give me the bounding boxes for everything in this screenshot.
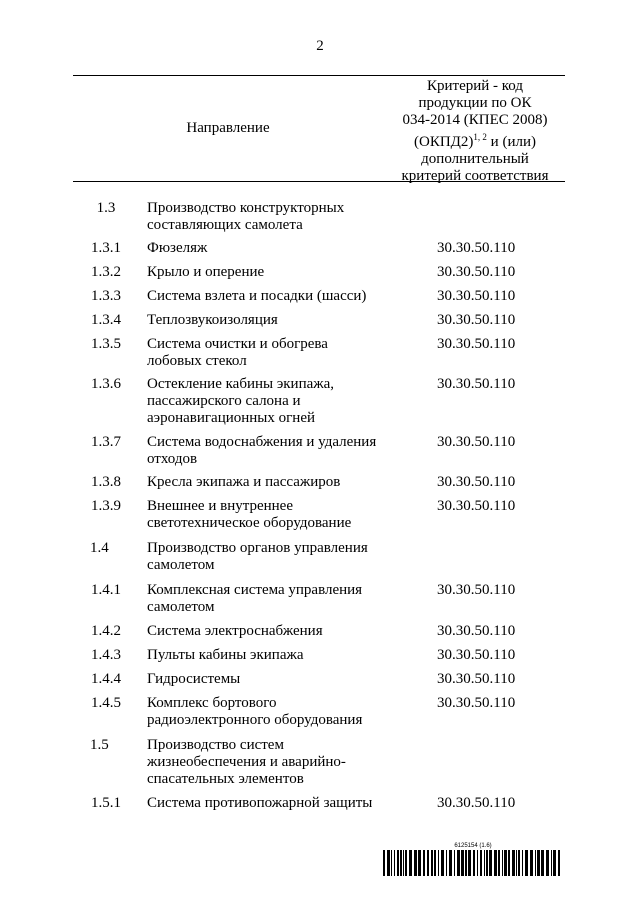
row-code: 1.4.2 [91, 623, 121, 639]
row-direction: Система электроснабжения [147, 623, 323, 639]
row-code: 1.3.9 [91, 498, 121, 514]
barcode-bar [468, 850, 471, 876]
row-criterion-code: 30.30.50.110 [437, 240, 516, 256]
barcode-bar [537, 850, 540, 876]
row-code: 1.3.1 [91, 240, 121, 256]
barcode-bar [431, 850, 433, 876]
barcode-bar [553, 850, 556, 876]
row-direction: Внешнее и внутреннее светотехническое оборудование [147, 498, 352, 531]
barcode-bar [494, 850, 497, 876]
row-direction: Крыло и оперение [147, 264, 265, 280]
row-criterion-code: 30.30.50.110 [437, 695, 516, 711]
row-code: 1.4.1 [91, 582, 121, 598]
row-code: 1.4 [90, 540, 109, 556]
barcode-bar [477, 850, 478, 876]
row-criterion-code: 30.30.50.110 [437, 434, 516, 450]
barcode-bar [512, 850, 515, 876]
row-criterion-code: 30.30.50.110 [437, 336, 516, 352]
row-direction: Пульты кабины экипажа [147, 647, 304, 663]
barcode-bar [446, 850, 447, 876]
header-criterion [385, 78, 565, 185]
barcode-bar [427, 850, 429, 876]
row-criterion-code: 30.30.50.110 [437, 647, 516, 663]
barcode-bar [418, 850, 421, 876]
row-code: 1.5.1 [91, 795, 121, 811]
barcode-bar [508, 850, 510, 876]
barcode-bar [414, 850, 417, 876]
barcode-bar [449, 850, 452, 876]
row-criterion-code: 30.30.50.110 [437, 623, 516, 639]
row-code: 1.4.3 [91, 647, 121, 663]
barcode-bar [405, 850, 407, 876]
header-criterion-line: продукции по ОК [418, 95, 532, 111]
barcode-bar [387, 850, 390, 876]
row-criterion-code: 30.30.50.110 [437, 288, 516, 304]
row-direction: Производство конструкторных составляющих самолета [147, 200, 345, 233]
row-code: 1.3 [96, 200, 116, 216]
barcode-bar [383, 850, 385, 876]
barcode-bar [461, 850, 464, 876]
barcode-bar [409, 850, 412, 876]
row-direction: Производство систем жизнеобеспечения и аварийно-спасательных элементов [147, 737, 346, 787]
row-code: 1.4.4 [91, 671, 121, 687]
row-criterion-code: 30.30.50.110 [437, 498, 516, 514]
barcode-bar [522, 850, 523, 876]
barcode-bar [473, 850, 475, 876]
row-code: 1.3.6 [91, 376, 121, 392]
header-criterion-line: Критерий - код [426, 78, 524, 94]
page-number: 2 [316, 38, 324, 54]
barcode-bar [403, 850, 404, 876]
row-criterion-code: 30.30.50.110 [437, 474, 516, 490]
row-criterion-code: 30.30.50.110 [437, 312, 516, 328]
row-direction: Система водоснабжения и удаления отходов [147, 434, 377, 467]
barcode-block [383, 842, 563, 876]
row-code: 1.3.2 [91, 264, 121, 280]
barcode-bar [525, 850, 528, 876]
row-direction: Комплекс бортового радиоэлектронного оборудования [147, 695, 363, 728]
barcode-bar [530, 850, 533, 876]
barcode-bar [558, 850, 560, 876]
row-code: 1.3.5 [91, 336, 121, 352]
row-direction: Система очистки и обогрева лобовых стекол [147, 336, 328, 369]
row-direction: Система взлета и посадки (шасси) [147, 288, 367, 304]
header-direction: Направление [186, 120, 270, 136]
barcode-bar [454, 850, 455, 876]
barcode-label: 6125154 (1.6) [454, 843, 492, 849]
row-direction: Остекление кабины экипажа, пассажирского салона и аэронавигационных огней [147, 376, 335, 426]
row-criterion-code: 30.30.50.110 [437, 582, 516, 598]
barcode-bar [484, 850, 485, 876]
barcode-bar [441, 850, 444, 876]
row-code: 1.3.7 [91, 434, 121, 450]
barcode-bar [502, 850, 503, 876]
header-criterion-line: дополнительный [421, 151, 529, 167]
row-criterion-code: 30.30.50.110 [437, 671, 516, 687]
okpd-text: (ОКПД2) [414, 134, 474, 150]
header-criterion-line: 034-2014 (КПЕС 2008) [402, 112, 548, 128]
barcode-bar [438, 850, 439, 876]
row-code: 1.3.8 [91, 474, 121, 490]
barcode-bar [480, 850, 482, 876]
barcode-bar [535, 850, 536, 876]
barcode-bar [391, 850, 392, 876]
table-top-rule [73, 75, 565, 76]
header-criterion-line: критерий соответствия [401, 168, 549, 184]
row-criterion-code: 30.30.50.110 [437, 376, 516, 392]
table-header-bottom-rule [73, 181, 565, 182]
barcode-bar [434, 850, 436, 876]
row-code: 1.5 [90, 737, 109, 753]
row-direction: Производство органов управления самолетом [147, 540, 368, 573]
barcode-bar [518, 850, 520, 876]
header-criterion-line [385, 129, 565, 151]
barcode-bar [486, 850, 488, 876]
barcode-bar [400, 850, 402, 876]
barcode-bar [465, 850, 467, 876]
row-direction: Система противопожарной защиты [147, 795, 373, 811]
barcode-bar [457, 850, 460, 876]
barcode-bar [397, 850, 399, 876]
barcode-bar [489, 850, 492, 876]
and-or-text: и (или) [486, 134, 536, 150]
barcode-bar [541, 850, 544, 876]
barcode-bar [516, 850, 517, 876]
barcode-bar [498, 850, 500, 876]
row-criterion-code: 30.30.50.110 [437, 264, 516, 280]
barcode-bar [546, 850, 549, 876]
row-code: 1.3.4 [91, 312, 121, 328]
row-direction: Комплексная система управления самолетом [147, 582, 363, 615]
row-direction: Кресла экипажа и пассажиров [147, 474, 341, 490]
barcode-image [383, 850, 563, 876]
barcode-bar [423, 850, 425, 876]
row-criterion-code: 30.30.50.110 [437, 795, 516, 811]
barcode-bar [551, 850, 552, 876]
barcode-bar [504, 850, 507, 876]
row-code: 1.3.3 [91, 288, 121, 304]
row-code: 1.4.5 [91, 695, 121, 711]
row-direction: Теплозвукоизоляция [147, 312, 278, 328]
row-direction: Гидросистемы [147, 671, 241, 687]
barcode-bar [394, 850, 395, 876]
footnote-ref: 1, 2 [473, 132, 487, 142]
row-direction: Фюзеляж [147, 240, 208, 256]
